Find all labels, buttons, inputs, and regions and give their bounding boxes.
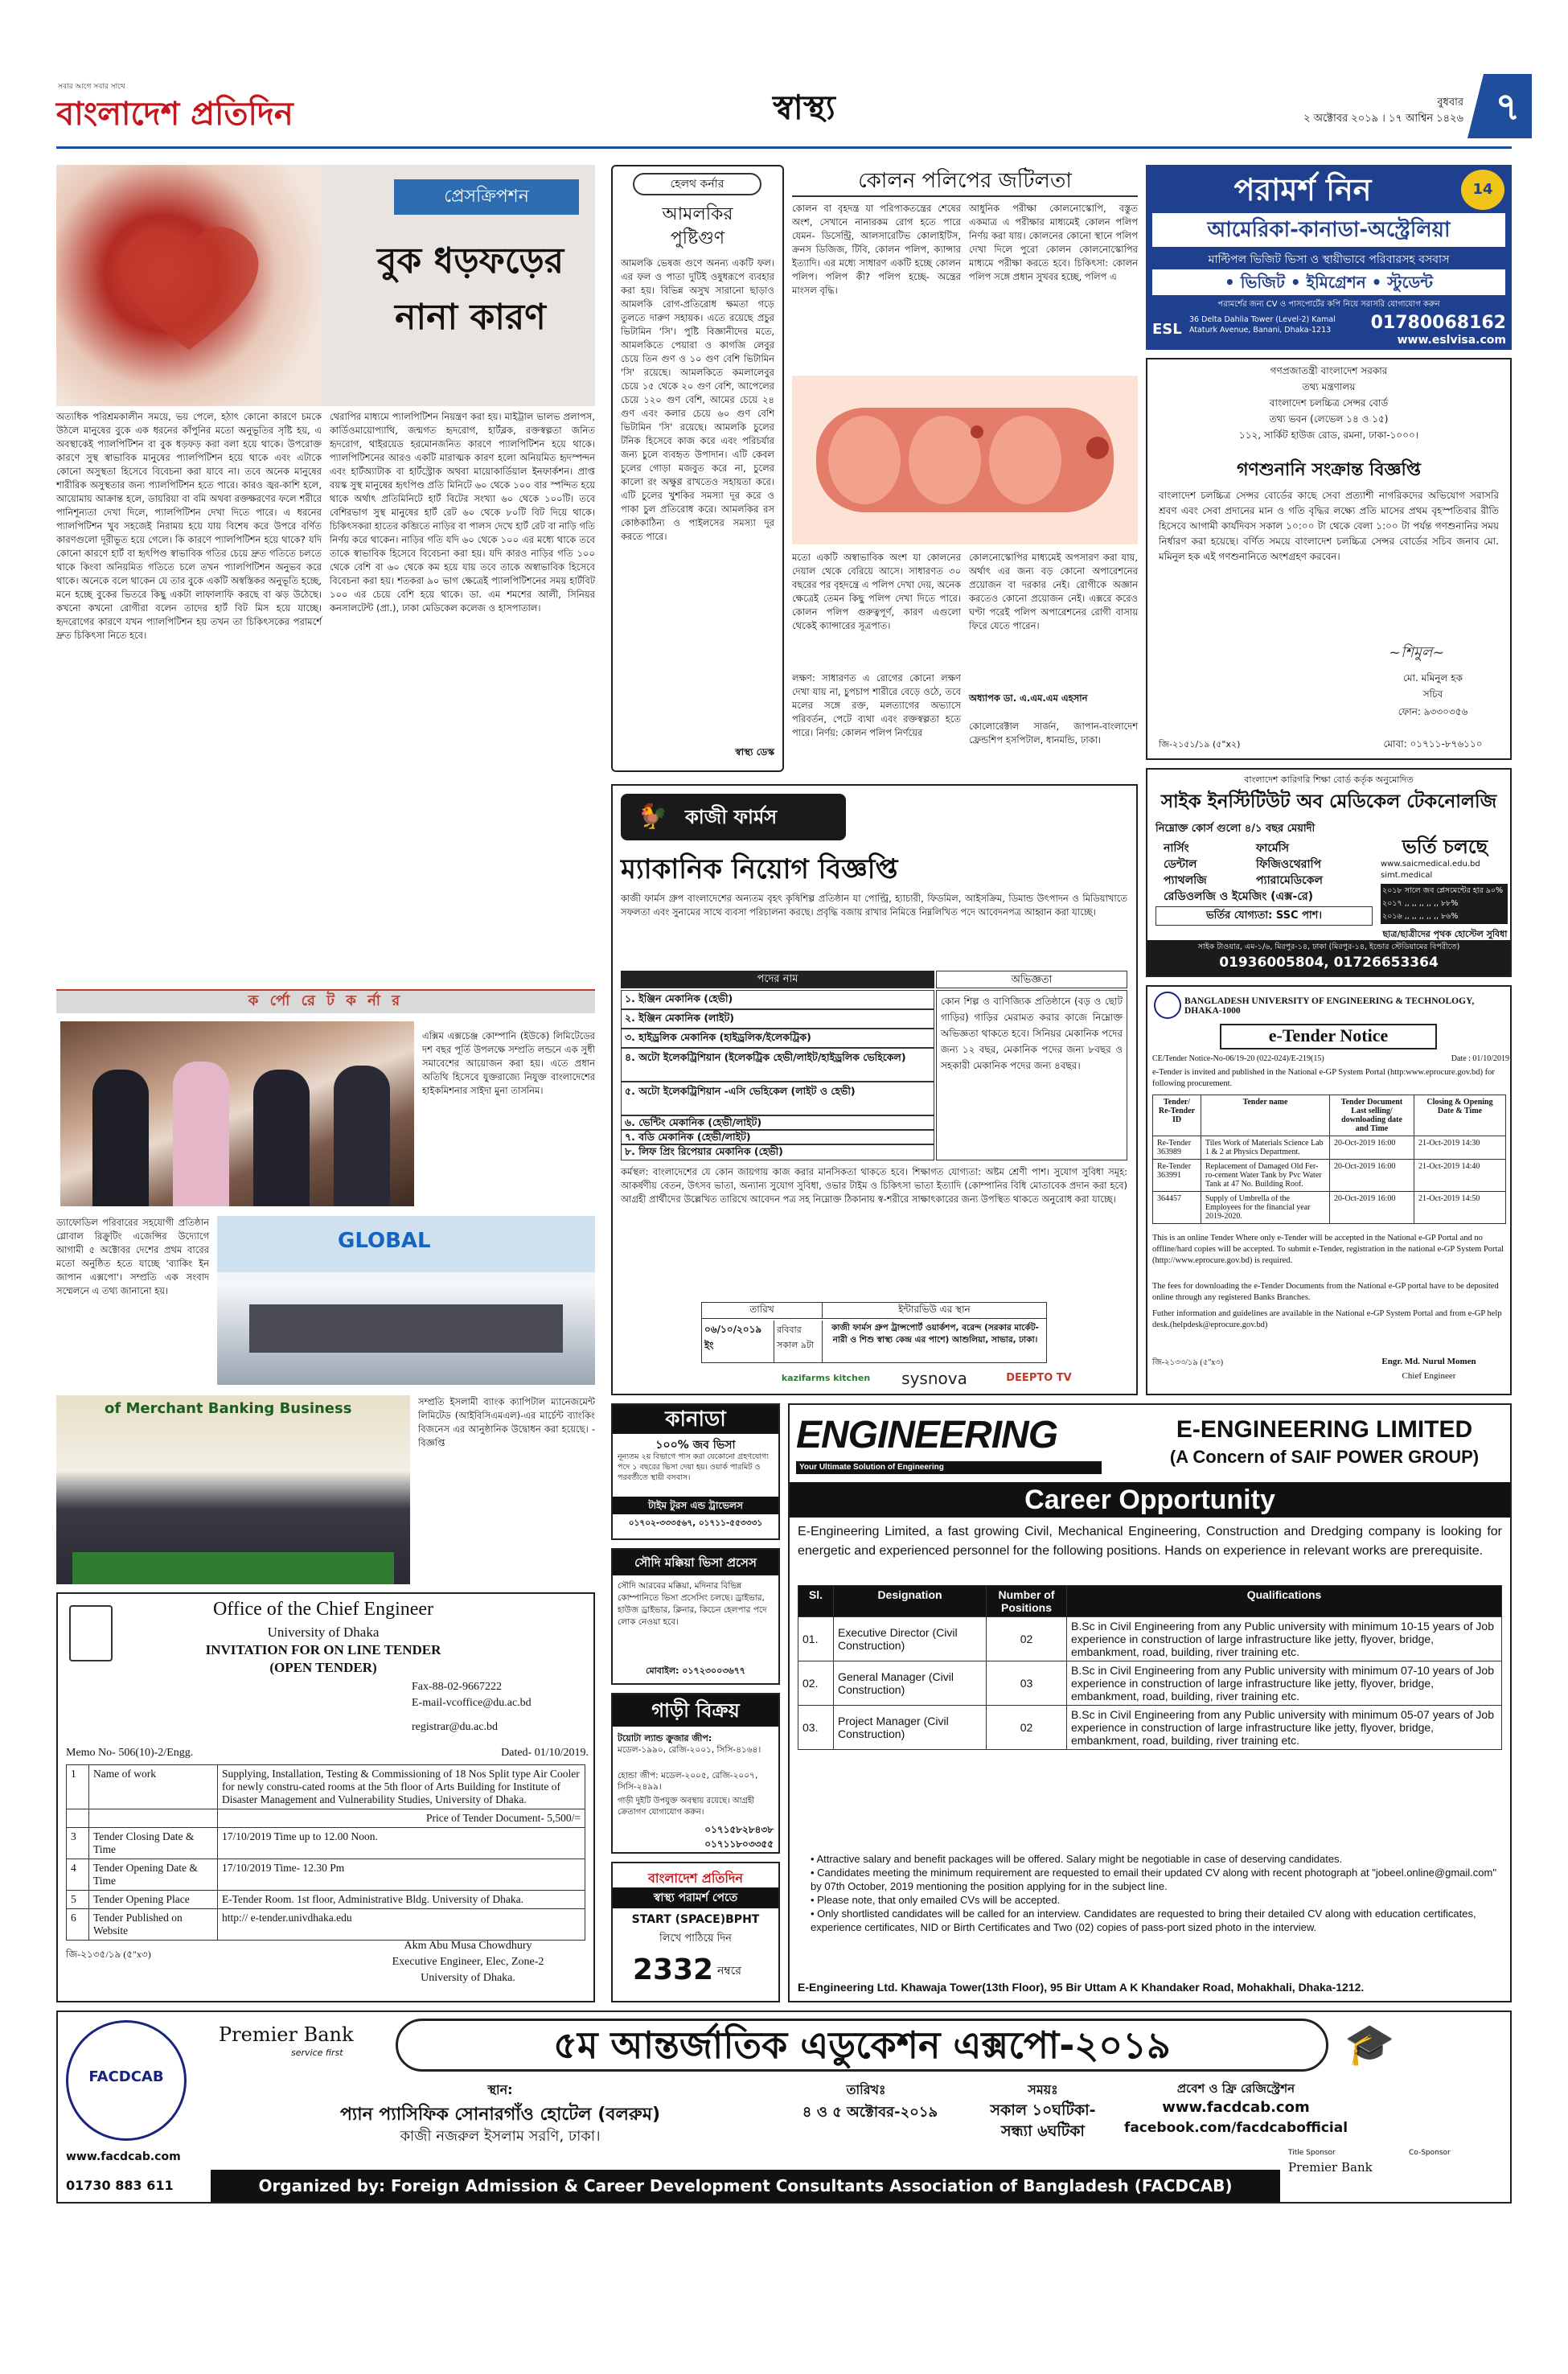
esl-badge: 14 (1461, 170, 1504, 210)
saic-course: নিম্নোক্ত কোর্স গুলো ৪/১ বছর মেয়াদী (1155, 823, 1316, 835)
saic-title: সাইক ইনস্টিটিউট অব মেডিকেল টেকনোলজি (1160, 791, 1497, 812)
kazi-post-2: ২. ইঞ্জিন মেকানিক (লাইট) (621, 1009, 934, 1029)
du-inv: INVITATION FOR ON LINE TENDER (205, 1642, 441, 1657)
saic-web[interactable]: www.saicmedical.edu.bd (1381, 860, 1480, 869)
kazi-posts-table (621, 971, 1127, 1160)
gari-l1: টয়োটা ল্যান্ড ক্রুজার জীপ: (618, 1733, 712, 1744)
buet-th-doc: Tender Document Last selling/ downloading date and Time (1330, 1095, 1414, 1136)
kazi-interview-table (701, 1302, 1047, 1363)
gonoshunani-body: বাংলাদেশ চলচ্চিত্র সেন্সর বোর্ডের কাছে সেবা প্রত্যাশী নাগরিকদের অভিযোগ সরাসরি শ্রবণ এবং সেবা প্রদানের মান ও গতি বৃদ্ধির লক্ষ্যে প্রতি মাসের প্রথম বৃহস্পতিবার রীতি হিসেবে আগামী কার্যদিবস সকাল ১০:০০ টা থেকে বেলা ১:০০ টা পর্যন্ত গণশুনানির সময় নির্ধারণ করা হয়েছে। বর্ণিত সময়ে বাংলাদেশ চলচ্চিত্র সেন্সর বোর্ডের সচিব জনাব মো. মমিনুল হক এই গণশুনানিতে অংশগ্রহণ করবেন। (1159, 490, 1499, 562)
buet-p1: This is an online Tender Where only e-Tender will be accepted in the National e-GP Portal and no offline/hard copies will be accepted. To submit e-Tender, registration in the national e-GP System Portal (http://www.eprocure.gov.bd) is required. (1152, 1234, 1504, 1265)
du-open: (OPEN TENDER) (269, 1660, 377, 1675)
amloki-title-2: পুষ্টিগুণ (670, 228, 725, 248)
gov-name: গণপ্রজাতন্ত্রী বাংলাদেশ সরকার (1270, 365, 1388, 376)
du-uni: University of Dhaka (267, 1624, 380, 1640)
du-sign-title: Executive Engineer, Elec, Zone-2 (392, 1956, 544, 1968)
expo-entry: প্রবেশ ও ফ্রি রেজিস্ট্রেশন (1176, 2081, 1295, 2096)
global-banner-text: GLOBAL (338, 1229, 431, 1253)
bp-sms-line2: লিখে পাঠিয়ে দিন (659, 1932, 732, 1945)
saic-rate-1: ২০১৮ সালে জব প্লেসমেন্টের হার ৯০% (1382, 886, 1504, 895)
gonoshunani-signature: ~শিমুল~ (1389, 644, 1445, 661)
kazi-post-4: ৪. অটো ইলেকট্রিশিয়ান (ইলেকট্রিক হেভী/লাইট/হাইড্রলিক ভেহিকেল) (621, 1048, 934, 1082)
bp-sms-num: 2332 (632, 1953, 714, 1986)
kazi-th-place: ইন্টারভিউ এর স্থান (823, 1303, 1046, 1319)
table-row: Re-Tender 363989 Tiles Work of Materials Science Lab 1 & 2 at Physics Department. 20-Oct-2019 16:00 21-Oct-2019 14:30 (1153, 1136, 1506, 1160)
bp-sms-title: বাংলাদেশ প্রতিদিন (648, 1871, 743, 1886)
prescription-title-1: বুক ধড়ফড়ের (376, 240, 564, 281)
kazi-place: কাজী ফার্মস গ্রুপ ট্রান্সপোর্ট ওয়ার্কশপ, বরেন্দ (সরকার মার্কেট-নারী ও শিশু স্বাস্থ্য কেন্দ্র এর পাশে) আশুলিয়া, সাভার, ঢাকা। (831, 1323, 1039, 1345)
du-email: E-mail-vcoffice@du.ac.bd (412, 1697, 532, 1709)
buet-intro: e-Tender is invited and published in the National e-GP System Portal (http:www.eprocure.gov.bd) for following procurement. (1152, 1068, 1495, 1088)
table-row: Price of Tender Document- 5,500/= (67, 1809, 585, 1828)
kazi-post-8: ৮. লিফ প্রিং রিপেয়ার মেকানিক (হেভী) (621, 1144, 934, 1160)
gonoshunani-sign-title: সচিব (1422, 688, 1443, 700)
buet-ref: CE/Tender Notice-No-06/19-20 (022-024)/E-219(15) (1152, 1054, 1324, 1063)
premier-bank-sub: service first (291, 2047, 343, 2058)
gari-l2: মডেল-১৯৯০, রেজি-২০০১, সিসি-৪১৬৪। (618, 1745, 761, 1755)
buet-sign-title: Chief Engineer (1402, 1371, 1456, 1381)
corporate-story-1: এক্সিম এক্সচেঞ্জ কোম্পানি (ইউকে) লিমিটেডের দশ বছর পূর্তি উপলক্ষে সম্প্রতি লন্ডনে এক সুধী সমাবেশের আয়োজন করা হয়। এতে প্রধান অতিথি হিসেবে যুক্তরাজ্যে নিযুক্ত বাংলাদেশের হাইকমিশনার সাইদা মুনা তাসনিম। (422, 1030, 595, 1096)
expo-banner (56, 2011, 1512, 2204)
saic-ad (1146, 768, 1512, 977)
saic-subject-4: ফিজিওথেরাপি (1256, 858, 1322, 871)
colon-illustration (792, 376, 1138, 544)
eeng-logo-tag: Your Ultimate Solution of Engineering (799, 1463, 944, 1472)
canada-body: নূন্যতম ২য় বিভাগে পাস করা যেকোনো গ্রহণযোগ্য পদে ১ বছরের ভিসা দেয়া হয়। ওয়ার্ক পারমিট ও পরবর্তীতে স্থায়ী বসবাস। (618, 1452, 770, 1482)
kazi-brand-3: DEEPTO TV (1006, 1372, 1072, 1384)
gari-phone2: ০১৭১১৮০৩৩৫৫ (704, 1838, 774, 1850)
heart-icon (56, 165, 322, 406)
table-row: 6 Tender Published on Website http:// e-tender.univdhaka.edu (67, 1909, 585, 1941)
du-date: Dated- 01/10/2019. (501, 1747, 589, 1759)
masthead-date: ২ অক্টোবর ২০১৯ । ১৭ আশ্বিন ১৪২৬ (1303, 113, 1463, 125)
du-ref: জি-২১৩৫/১৯ (৫"x৩) (66, 1949, 151, 1960)
eeng-intro: E-Engineering Limited, a fast growing Civil, Mechanical Engineering, Construction and Dredging company is looking for energetic and experienced personnel for the following positions. Hands on experience in relevant works are prerequisite. (798, 1525, 1502, 1558)
amloki-body: আমলকি ভেষজ গুণে অনন্য একটি ফল। এর ফল ও পাতা দুটিই ওষুধরূপে ব্যবহার করা হয়। বিভিন্ন অসুখ সারানো ছাড়াও আমলকি রোগ-প্রতিরোধ ক্ষমতা গড়ে তুলতে দারুণ সহায়ক। এতে রয়েছে প্রচুর ভিটামিন 'সি'। পুষ্টি বিজ্ঞানীদের মতে, আমলকিতে পেয়ারা ও কাগজি লেবুর চেয়ে তিন গুণ ও ১০ গুণ বেশি ভিটামিন 'সি' রয়েছে। আমলকিতে কমলালেবুর চেয়ে ১৫ থেকে ২০ গুণ বেশি, আপেলের চেয়ে ১২০ গুণ বেশি, আমের চেয়ে ২৪ গুণ এবং কলার চেয়ে ৬০ গুণ বেশি ভিটামিন 'সি' রয়েছে। আমলকি চুলের টনিক হিসেবে কাজ করে এবং পরিচর্যার জন্য চুলে ব্যবহৃত উপাদান। এটি কেবল চুলের গোড়া মজবুত করে না, চুলের কালো রং অক্ষুণ্ণ রাখতেও সহায়তা করে। এটি চুলের খুশকির সমস্যা দূর করে ও পাকা চুল প্রতিরোধ করে। আমলকির রস কোষ্ঠকাঠিন্য ও পাইলসের সমস্যা দূর করতে পারে। (621, 257, 774, 542)
saic-addr: সাইক টাওয়ার, এম-১/৬, মিরপুর-১৪, ঢাকা (মিরপুর-১৪, ইন্ডোর স্টেডিয়ামের বিপরীতে) (1197, 943, 1460, 951)
kazi-ad (611, 784, 1138, 1395)
buet-title: e-Tender Notice (1268, 1025, 1389, 1045)
graduation-cap-icon: 🎓 (1344, 2021, 1395, 2068)
expo-org: Organized by: Foreign Admission & Career Development Consultants Association of Bangladesh (FACDCAB) (258, 2176, 1233, 2195)
eeng-concern: (A Concern of SAIF POWER GROUP) (1169, 1447, 1480, 1467)
gov-addr: ১১২, সার্কিট হাউজ রোড, রমনা, ঢাকা-১০০০। (1238, 429, 1419, 441)
expo-venue-label: স্থান: (487, 2082, 513, 2097)
esl-web[interactable]: www.eslvisa.com (1397, 334, 1506, 347)
saic-rate-3: ২০১৬ ,, ,, ,, ,, ,, ৮৬% (1382, 912, 1459, 921)
saic-approval: বাংলাদেশ কারিগরি শিক্ষা বোর্ড কর্তৃক অনুমোদিত (1244, 774, 1414, 785)
saic-qual: ভর্তির যোগ্যতা: SSC পাশ। (1155, 906, 1373, 926)
esl-phone: 01780068162 (1370, 313, 1506, 333)
esl-brand: ESL (1152, 321, 1182, 338)
corporate-photo-1 (60, 1021, 414, 1206)
kazi-brand-1: kazifarms kitchen (781, 1373, 871, 1383)
buet-th-name: Tender name (1201, 1095, 1330, 1136)
gari-l4: গাড়ী দুইটি উপযুক্ত অবস্থায় রয়েছে। আগ্রহী ক্রেতাগণ যোগাযোগ করুন। (618, 1797, 755, 1817)
list-item: • Attractive salary and benefit packages will be offered. Salary might be negotiable in case of deserving candidates. (811, 1853, 1343, 1865)
du-fax: Fax-88-02-9667222 (412, 1681, 502, 1693)
masthead-logo-small: সবার আগে সবার সাথে (58, 83, 125, 91)
eeng-logo: ENGINEERING (796, 1414, 1058, 1456)
esl-line: মাল্টিপল ভিজিট ভিসা ও স্থায়ীভাবে পরিবারসহ বসবাস (1208, 253, 1450, 266)
expo-time-label: সময়ঃ (1028, 2082, 1058, 2097)
du-title: Office of the Chief Engineer (212, 1599, 434, 1620)
bp-sms-sfx: নম্বরে (717, 1965, 741, 1978)
expo-left-web[interactable]: www.facdcab.com (66, 2150, 181, 2163)
expo-title: ৫ম আন্তর্জাতিক এডুকেশন এক্সপো-২০১৯ (553, 2023, 1171, 2067)
buet-uni: BANGLADESH UNIVERSITY OF ENGINEERING & TECHNOLOGY, DHAKA-1000 (1184, 996, 1475, 1016)
page-number: ৭ (1495, 84, 1521, 129)
kazi-experience: কোন শিল্প ও বাণিজ্যিক প্রতিষ্ঠানে (বড় ও ছোট গাড়ির) গাড়ির মেরামত করার কাজে নিম্নোক্ত অভিজ্ঞতা থাকতে হবে। সিনিয়র মেকানিক পদের জন্য ১২ বছর, মেকানিক পদের জন্য ৮বছর ও সহকারী মেকানিক পদের জন্য ৪বছর। (936, 990, 1127, 1160)
bp-sms-sub: স্বাস্থ্য পরামর্শ পেতে (653, 1891, 738, 1904)
corporate-photo-2 (217, 1216, 595, 1385)
list-item: • Only shortlisted candidates will be called for an interview. Candidates are requested to bring their detailed CV along with education certificates, experience certificates, NID or Birth Certificates and Two (02) copies of pass-port sized photo in the interview. (811, 1908, 1476, 1933)
saic-subject-6: প্যারামেডিকেল (1256, 874, 1323, 887)
buet-date: Date : 01/10/2019 (1451, 1054, 1509, 1063)
prescription-col-2: থেরাপির মাধ্যমে প্যালপিটিশন নিয়ন্ত্রণ করা হয়। মাইট্রাল ভালভ প্রলাপস, কার্ডিওমায়োপ্যাথি, জন্মগত হৃদরোগ, হার্টব্লক, রক্তস্বল্পতা জনিত হৃদরোগ, থাইরয়েড হরমোনজনিত কারণে প্যালপিটিশন হয়ে থাকে। প্যালপিটিশনের আরও একটি মারাত্মক কারণ হলো অনিয়মিত হৃদস্পন্দন এবং হার্টঅ্যাটাক বা হার্টস্ট্রোক অথবা মায়োকার্ডিয়াল ইনফার্কশন। প্রাপ্ত বয়স্ক সুস্থ মানুষের হৃৎপিণ্ড প্রতি মিনিটে ৬০ থেকে ১০০ বার স্পন্দিত হয়ে থাকে অর্থাৎ প্রতিমিনিটে হার্ট বিটের সংখ্যা ৬০ থেকে ১০০টি। তবে বেশিরভাগ সুস্থ মানুষের হার্ট রেট ৬০ থেকে ৮০টি বিট দিয়ে থাকে। চিকিৎসকরা হাতের কব্জিতে নাড়ির বা পালস দেখে হার্ট রেট বা নাড়ি গতি নির্ণয় করে থাকেন। নাড়ির গতি যদি ৬০ থেকে ১০০ এর মধ্যে থাকে তবে তাকে স্বাভাবিক হিসেবে বিবেচনা করা হয়। যদি কারও নাড়ির গতি ১০০ থেকে বেশি বা ৬০ থেকে কম হয়ে যায় তবে তাকে অস্বাভাবিক হিসেবে বিবেচনা করা হয়। শতকরা ৯০ ভাগ ক্ষেত্রেই প্যালপিটিশনের সময় হার্টবিট ১০০ এর চেয়ে বেশি হয়ে থাকে। ডা. এম শমশের আলী, সিনিয়র কনসালটেন্ট (প্রা.), ঢাকা মেডিকেল কলেজ ও হাসপাতাল। (330, 411, 595, 614)
table-row: 4 Tender Opening Date & Time 17/10/2019 Time- 12.30 Pm (67, 1859, 585, 1891)
table-row: Re-Tender 363991 Replacement of Damaged Old Fer-ro-cement Water Tank by Pvc Water Tank at 47 No. Building Roof. 20-Oct-2019 16:00 21-Oct-2019 14:40 (1153, 1160, 1506, 1192)
kazi-day: রবিবার সকাল ৯টা (774, 1320, 823, 1362)
colon-p1: কোলন বা বৃহদন্ত্র যা পরিপাকতন্ত্রের শেষের অংশ, সেখানে নানারকম রোগ হতে পারে যেমন- ডিসেন্ট্রি, আলসারেটিভ কোলাইটিস, ক্রনস ডিজিজ, টিবি, কোলন পলিপ, ক্যান্সার ইত্যাদি। এর মধ্যে সাধারণ একটি হচ্ছে কোলন পলিপ। পলিপ কী? পলিপ হচ্ছে- অন্ত্রের মাংসল বৃদ্ধি। (792, 203, 961, 296)
kazi-date: ০৬/১০/২০১৯ ইং (702, 1320, 774, 1362)
corporate-header: ক র্পো রে ট ক র্না র (248, 992, 404, 1009)
kazi-post-7: ৭. বডি মেকানিক (হেভী/লাইট) (621, 1130, 934, 1144)
du-sign-uni: University of Dhaka. (421, 1972, 515, 1984)
canada-title: কানাডা (665, 1407, 726, 1431)
masthead-day: বুধবার (1437, 97, 1463, 109)
expo-web[interactable]: www.facdcab.com (1162, 2099, 1310, 2116)
amloki-title-1: আমলকির (662, 204, 733, 224)
kazi-title: ম্যাকানিক নিয়োগ বিজ্ঞপ্তি (621, 853, 898, 885)
du-email2: registrar@du.ac.bd (412, 1721, 498, 1733)
expo-venue-2: কাজী নজরুল ইসলাম সরণি, ঢাকা। (400, 2128, 601, 2145)
kazi-post-1: ১. ইঞ্জিন মেকানিক (হেভী) (621, 990, 934, 1009)
prescription-label: প্রেসক্রিপশন (444, 187, 529, 207)
eeng-footer: E-Engineering Ltd. Khawaja Tower(13th Floor), 95 Bir Uttam A K Khandaker Road, Mohakhali, Dhaka-1212. (798, 1981, 1365, 1994)
expo-title-sponsor: Title Sponsor (1288, 2149, 1336, 2157)
saic-subject-5: প্যাথলজি (1164, 874, 1207, 887)
saic-subject-7: রেডিওলজি ও ইমেজিং (এক্স-রে) (1164, 890, 1314, 903)
canada-agency: টাইম টুরস এন্ড ট্রাভেলস (648, 1500, 743, 1511)
facdcab-logo-text: FACDCAB (88, 2068, 164, 2085)
du-table (66, 1764, 585, 1941)
du-logo (69, 1605, 113, 1661)
gov-board: বাংলাদেশ চলচ্চিত্র সেন্সর বোর্ড (1269, 397, 1389, 409)
expo-co-sponsor: Co-Sponsor (1409, 2149, 1451, 2157)
kazi-notes: কর্মস্থল: বাংলাদেশের যে কোন জায়গায় কাজ করার মানসিকতা থাকতে হবে। শিক্ষাগত যোগ্যতা: অষ্টম শ্রেণী পাশ। সুযোগ সুবিধা সমূহ: আকর্ষণীয় বেতন, উৎসব ভাতা, অন্যান্য সুযোগ সুবিধা, ওভার টাইম ও চিকিৎসা ভাতা ইত্যাদি (কোম্পানির বিধি মোতাবেক প্রদান করা হবে) আগ্রহী প্রার্থীদের উল্লেখিত তারিখে আবেদন পত্র সহ নিম্নোক্ত ঠিকানায় স্ব-শরীরে সাক্ষাৎকারের জন্য উপস্থিত থাকতে অনুরোধ করা যাচ্ছে। (621, 1166, 1127, 1205)
gonoshunani-title: গণশুনানি সংক্রান্ত বিজ্ঞপ্তি (1237, 460, 1421, 480)
esl-note: পরামর্শের জন্য CV ও পাসপোর্টের কপি নিয়ে সরাসরি যোগাযোগ করুন (1217, 300, 1440, 309)
gov-bhaban: তথ্য ভবন (লেভেল ১৪ ও ১৫) (1269, 413, 1389, 425)
saudi-title: সৌদি মক্কিয়া ভিসা প্রসেস (634, 1555, 757, 1570)
colon-article (792, 165, 1138, 776)
esl-addr: 36 Delta Dahlia Tower (Level-2) Kamal Ataturk Avenue, Banani, Dhaka-1213 (1189, 315, 1336, 335)
gov-ministry: তথ্য মন্ত্রণালয় (1302, 381, 1356, 392)
buet-th-close: Closing & Opening Date & Time (1414, 1095, 1506, 1136)
colon-p4: লক্ষণ: সাধারণত এ রোগের কোনো লক্ষণ দেখা যায় না, চুপচাপ শারীরে বেড়ে ওঠে, তবে মলের সঙ্গে রক্ত, মলত্যাগের অভ্যাসে পরিবর্তন, পেটে ব্যথা এবং রক্তস্বল্পতা হতে পারে। নির্ণয়: কোলন পলিপ নির্ণয়ের (792, 672, 961, 738)
kazi-th-post: পদের নাম (757, 973, 798, 985)
eeng-bullets (798, 1852, 1502, 1973)
table-row: 03. Project Manager (Civil Construction) 02 B.Sc in Civil Engineering from any Public university with minimum 05-07 years of Job experience in construction of large infrastructure like jetty, flyover, bridge, embankment, road, building, river training etc. (798, 1706, 1502, 1750)
kazi-brand-2: sysnova (901, 1369, 967, 1388)
premier-bank-logo: Premier Bank (219, 2023, 354, 2046)
expo-left-phone: 01730 883 611 (66, 2178, 174, 2193)
buet-p2: The fees for downloading the e-Tender Documents from the National e-GP portal have to be deposited online through any registered Banks Branches. (1152, 1282, 1499, 1302)
saudi-phone: মোবাইল: ০১৭২৩০০৩৬৭৭ (646, 1665, 745, 1676)
bp-sms-line: START (SPACE)BPHT (631, 1913, 760, 1926)
esl-title: পরামর্শ নিন (1233, 172, 1372, 207)
corporate-story-3: সম্প্রতি ইসলামী ব্যাংক ক্যাপিটাল ম্যানেজমেন্ট লিমিটেড (আইবিসিএমএল)-এর মার্চেন্ট ব্যাংকিং বিজনেস এর আনুষ্ঠানিক উদ্বোধন করা হয়েছে। - বিজ্ঞপ্তি (418, 1396, 595, 1448)
expo-sponsor-bank: Premier Bank (1288, 2160, 1373, 2175)
expo-venue: প্যান প্যাসিফিক সোনারগাঁও হোটেল (বলরুম) (339, 2105, 661, 2125)
du-sign: Akm Abu Musa Chowdhury (404, 1940, 532, 1952)
buet-logo (1154, 992, 1181, 1019)
amloki-tag: হেলথ কর্নার (633, 173, 761, 195)
esl-sub: আমেরিকা-কানাডা-অস্ট্রেলিয়া (1207, 218, 1451, 242)
eeng-table: Sl. Designation Number of Positions Qualifications 01. Executive Director (Civil Construction) 02 B.Sc in Civil Engineering from any Public university with minimum 10-15 years of Job experience in construction of large infrastructure like jetty, flyover, bridge, embankment, road, building, river training etc. 02. General Manager (Civil Construction) 03 B.Sc in Civil Engineering from any Public university with minimum 07-10 years of Job experience in construction of large infrastructure like jetty, flyover, bridge, embankment, road, building, river training etc. 03. Project Manager (Civil Construction) 02 B.Sc in Civil Engineering from any Public university with minimum 05-07 years of Job experience in construction of large infrastructure like jetty, flyover, bridge, embankment, road, building, river training etc. (798, 1585, 1502, 1750)
esl-ad (1146, 165, 1512, 350)
saic-phones: 01936005804, 01726653364 (1219, 955, 1439, 971)
table-row: 02. General Manager (Civil Construction) 03 B.Sc in Civil Engineering from any Public university with minimum 07-10 years of Job experience in construction of large infrastructure like jetty, flyover, bridge, embankment, road, building, river training etc. (798, 1661, 1502, 1706)
colon-p5: কোলনোস্কোপির মাধ্যমেই অপসারণ করা যায়, অর্থাৎ এর জন্য বড় কোনো অপারেশনের প্রয়োজন বা দরকার নেই। রোগীকে অজ্ঞান করতেও কোনো প্রয়োজন নেই। এক্সরে করেও ঘণ্টা পরেই পলিপ অপারেশনের রোগী বাসায় ফিরে যেতে পারেন। (969, 552, 1138, 631)
colon-title: কোলন পলিপের জটিলতা (792, 165, 1138, 197)
saic-subject-1: নার্সিং (1164, 842, 1189, 855)
amloki-box (611, 165, 784, 772)
expo-time-2: সন্ধ্যা ৬ঘটিকা (1001, 2122, 1085, 2140)
buet-th-id: Tender/ Re-Tender ID (1153, 1095, 1201, 1136)
expo-date-label: তারিখঃ (846, 2082, 886, 2097)
table-row: 3 Tender Closing Date & Time 17/10/2019 Time up to 12.00 Noon. (67, 1828, 585, 1859)
kazi-logo-icon: 🐓 (638, 803, 668, 831)
corporate-photo-3 (56, 1395, 410, 1584)
buet-p3: Futher information and guidelines are available in the National e-GP System Portal and from e-GP help desk.(helpdesk@eprocure.gov.bd) (1152, 1309, 1502, 1329)
merchant-banking-banner: of Merchant Banking Business (105, 1400, 352, 1417)
colon-author: অধ্যাপক ডা. এ.এম.এম এহসান (969, 692, 1088, 704)
esl-line2: • ভিজিট • ইমিগ্রেশন • স্টুডেন্ট (1225, 273, 1433, 292)
list-item: • Please note, that only emailed CVs will be accepted. (811, 1894, 1061, 1906)
prescription-title-2: নানা কারণ (395, 297, 546, 338)
saic-admission: ভর্তি চলছে (1402, 836, 1488, 858)
gonoshunani-phone: ফোন: ৯৩৩০৩৫৬ (1398, 706, 1468, 717)
heart-illustration (56, 165, 322, 406)
du-memo: Memo No- 506(10)-2/Engg. (66, 1747, 194, 1759)
expo-date: ৪ ও ৫ অক্টোবর-২০১৯ (802, 2104, 938, 2121)
saudi-ad (611, 1548, 780, 1685)
canada-ad (611, 1403, 780, 1540)
kazi-th-date: তারিখ (702, 1303, 823, 1319)
gonoshunani-sign-name: মো. মমিনুল হক (1402, 672, 1463, 684)
canada-sub: ১০০% জব ভিসা (655, 1439, 736, 1452)
masthead (56, 71, 1521, 145)
eeng-title: Career Opportunity (1024, 1485, 1275, 1515)
prescription-hero (56, 165, 595, 406)
masthead-logo[interactable]: বাংলাদেশ প্রতিদিন (56, 96, 293, 133)
saic-subject-3: ডেন্টাল (1164, 858, 1197, 871)
gonoshunani-notice (1146, 358, 1512, 760)
expo-fb[interactable]: facebook.com/facdcabofficial (1123, 2120, 1348, 2136)
kazi-logo: কাজী ফার্মস (685, 806, 778, 828)
buet-tender (1146, 985, 1512, 1395)
gari-ad (611, 1693, 780, 1854)
buet-sign: Engr. Md. Nurul Momen (1381, 1357, 1476, 1366)
gari-phone: ০১৭১৫৮২৮৪৩৮ (704, 1824, 774, 1835)
table-row: 1 Name of work Supplying, Installation, Testing & Commissioning of 18 Nos Split type Air Cooler for newly constru-cated rooms at the 5th floor of Arts Building for Institute of Disaster Management and Vulnerability Studies, University of Dhaka. (67, 1765, 585, 1809)
saic-hostel: ছাত্র/ছাত্রীদের পৃথক হোস্টেল সুবিধা (1382, 929, 1508, 939)
kazi-th-exp: অভিজ্ঞতা (936, 971, 1127, 988)
corporate-story-2: ড্যাফোডিল পরিবারের সহযোগী প্রতিষ্ঠান গ্লোবাল রিক্রুটিং এজেন্সির উদ্যোগে আগামী ৫ অক্টোবর দেশের প্রথম বারের মতো অনুষ্ঠিত হতে যাচ্ছে 'ব্যাকিং ইন জাপান এক্সপো'। সম্প্রতি এক সংবাদ সম্মেলনে এ তথ্য জানানো হয়। (56, 1217, 209, 1296)
gonoshunani-mob: মোবা: ০১৭১১-৮৭৬১১০ (1383, 738, 1483, 750)
expo-time: সকাল ১০ঘটিকা- (990, 2101, 1096, 2119)
eeng-ad (788, 1403, 1512, 2002)
masthead-rule (56, 146, 1512, 149)
gari-l3: হোন্ডা জীপ: মডেল-২০০৫, রেজি-২০০৭, সিসি-২৪৯৯। (618, 1771, 758, 1792)
colon-author-affil: কোলোরেক্টাল সার্জন, জাপান-বাংলাদেশ ফ্রেন্ডশিপ হসপিটাল, ধানমন্ডি, ঢাকা। (969, 721, 1138, 745)
table-row: 364457 Supply of Umbrella of the Employees for the financial year 2019-2020. 20-Oct-2019 16:00 21-Oct-2019 14:50 (1153, 1192, 1506, 1224)
du-tender (56, 1592, 595, 2002)
saic-subject-2: ফার্মেসি (1256, 842, 1289, 855)
gari-title: গাড়ী বিক্রয় (651, 1699, 740, 1722)
table-row: 01. Executive Director (Civil Construction) 02 B.Sc in Civil Engineering from any Public university with minimum 10-15 years of Job experience in construction of large infrastructure like jetty, flyover, bridge, embankment, road, building, river training etc. (798, 1617, 1502, 1661)
prescription-col-1: অত্যধিক পরিশ্রমকালীন সময়ে, ভয় পেলে, হঠাৎ কোনো কারণে চমকে উঠলে মানুষের বুকে এক ধরনের কাঁপুনির মতো অনুভূতির সৃষ্টি হয়, এ অবস্থাকেই প্যালপিটিশন বা বুক ধড়ফড় করা বলা হয়ে থাকে। উপরোক্ত কারণে সুস্থ স্বাভাবিক মানুষের প্যালপিটিশন হয়ে থাকে এবং এটাকে কোনো অসুস্থতা হিসেবে বিবেচনা করা যাবে না। তবে অনেক মানুষের শারীরিক অসুস্থতার জন্য প্যালপিটিশন হতে পারে। কারও জ্বর-কাশি হলে, আয়োমায় আক্রান্ত হলে, ডায়রিয়া বা বমি অথবা রক্তক্ষরণের ফলে শরীরে পানিশূন্যতা দেখা দিলে, প্যালপিটিশন দেখা দিতে পারে। এ ধরনের প্যালপিটিশন খুব সহজেই নিরাময় হয়ে যায় বিশেষ করে উপরে বর্ণিত কারণগুলো দূরীভূত হয়ে গেলে। কি কারণে প্যালপিটিশন হয়ে থাকে? যদি কোনো কারণে হার্ট বা হৃৎপিণ্ড স্বাভাবিক গতির চেয়ে দ্রুত গতিতে চলতে থাকে কিংবা অনিয়মিত গতিতে চলে তখন প্যালপিটিশন অনুভব করে থাকে। অনেকে বলে থাকেন যে তার বুকে একটি অস্বস্তিকর অনুভূতি হচ্ছে, মনে হচ্ছে বুকের ভিতরে কিছু একটা লাফালাফি করছে বা ঝড় উঠেছে। কখনো কখনো রোগীরা বলেন তাদের হার্ট বিট মিস হয়ে যাচ্ছে। হৃদরোগের কারণে যখন প্যালপিটিশন হয় তখন তা চিকিৎসকের পরামর্শে দ্রুত চিকিৎসা নিতে হবে। (56, 411, 322, 641)
saudi-body: সৌদি আরবের মক্কিয়া, মদিনার বিভিন্ন কোম্পানিতে ভিসা প্রসেসিং চলছে। ড্রাইভার, হাউজ ড্রাইভার, ক্লিনার, কিচেন হেলপার পদে লোক নেওয়া হবে। (618, 1581, 767, 1627)
colon-p3: মতো একটি অস্বাভাবিক অংশ যা কোলনের দেয়াল থেকে বেরিয়ে আসে। সাধারণত ৩০ বছরের পর বৃহদন্ত্রে এ পলিপ দেখা দেয়, অনেক ক্ষেত্রেই তেমন কিছু পলিপ দেখা দিতে পারে। কোলন পলিপ গুরুত্বপূর্ণ, কারণ এগুলো থেকেই ক্যান্সারের সূত্রপাত। (792, 552, 961, 631)
kazi-post-6: ৬. ভেন্টিং মেকানিক (হেভী/লাইট) (621, 1115, 934, 1130)
gonoshunani-ref: জি-২১৫১/১৯ (৫"x২) (1159, 739, 1241, 750)
eeng-company: E-ENGINEERING LIMITED (1176, 1416, 1473, 1443)
saic-rate-2: ২০১৭ ,, ,, ,, ,, ,, ৮৮% (1382, 899, 1459, 908)
amloki-credit: স্বাস্থ্য ডেস্ক (735, 746, 774, 758)
colon-p2: আধুনিক পরীক্ষা কোলনোস্কোপি, বস্তুত একমাত্র এ পরীক্ষার মাধ্যমেই কোলন পলিপ নির্ণয় করা যায়। কোলনের কোনো স্থানে পলিপ দেখা দিলে পুরো কোলন কোলনোস্কোপির মাধ্যমে পরীক্ষা করতে হবে। চিকিৎসা: কোলন পলিপ সঙ্গে প্রধান সুখবর হচ্ছে, পলিপ এ (969, 203, 1138, 282)
kazi-post-5: ৫. অটো ইলেকট্রিশিয়ান -এসি ভেহিকেল (লাইট ও হেভী) (621, 1082, 934, 1115)
kazi-post-3: ৩. হাইড্রলিক মেকানিক (হাইড্রলিক/ইলেকট্রিক) (621, 1029, 934, 1048)
buet-table (1152, 1095, 1506, 1224)
table-row: 5 Tender Opening Place E-Tender Room. 1st floor, Administrative Bldg. University of Dhaka. (67, 1891, 585, 1909)
bp-sms-ad (611, 1862, 780, 2002)
section-title: স্বাস্থ্য (773, 88, 835, 127)
kazi-intro: কাজী ফার্মস গ্রুপ বাংলাদেশের অন্যতম বৃহৎ কৃষিশিল্প প্রতিষ্ঠান যা পোল্ট্রি, হ্যাচারী, ফিডমিল, আইসক্রিম, ডিমান্ড উৎপাদন ও মিডিয়াখাতে সফলতা এবং সুনামের সাথে ব্যবসা পরিচালনা করছে। প্রবৃদ্ধি বজায় রাখার নিমিত্তে নিম্নলিখিত পদে আবেদনপত্র আহ্বান করা যাচ্ছে। (621, 893, 1127, 918)
buet-ref2: জি-২১৩৩/১৯ (৫"x৩) (1152, 1358, 1224, 1367)
saic-fb[interactable]: simt.medical (1381, 871, 1433, 880)
canada-phone: ০১৭০২-৩৩৩৫৬৭, ০১৭১১-৫৫৩৩৩১ (628, 1518, 763, 1528)
colon-polyp-icon (792, 376, 1138, 544)
list-item: • Candidates meeting the minimum requirement are requested to email their updated CV along with recent photograph at "jobeel.online@gmail.com" by 07th October, 2019 mentioning the position applying for in the subject line. (811, 1867, 1496, 1892)
